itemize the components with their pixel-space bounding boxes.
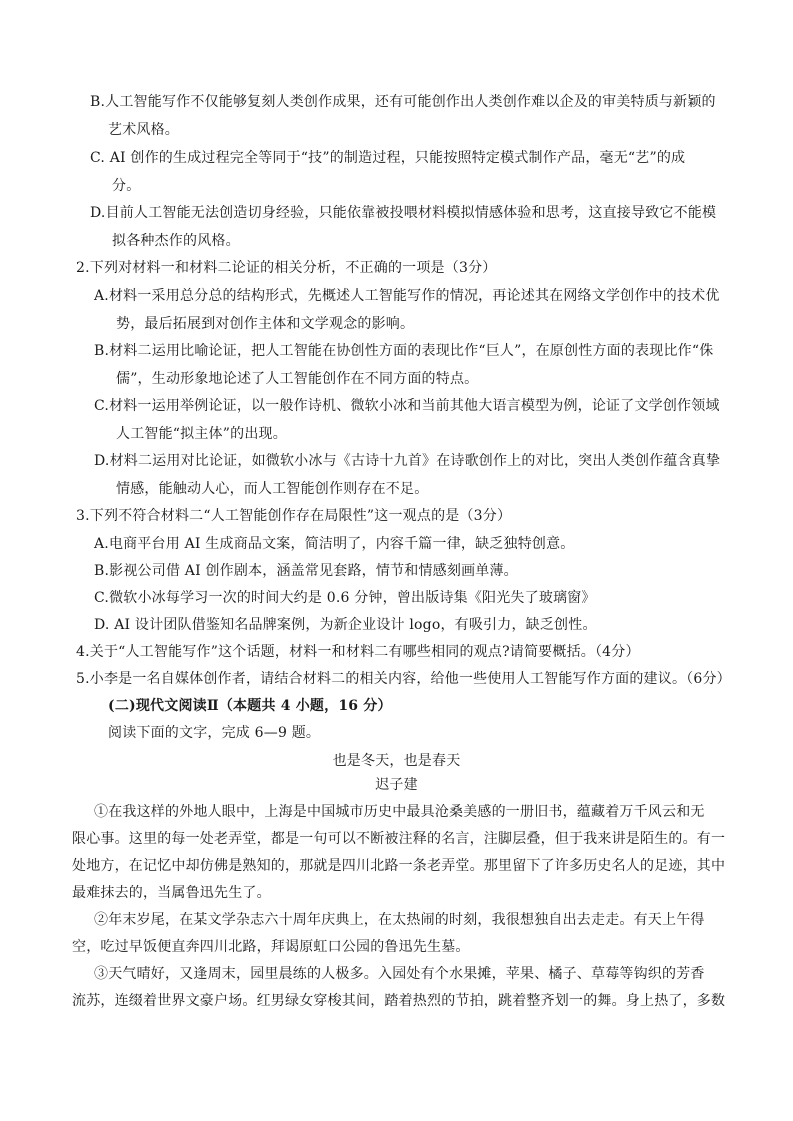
q2-option-d-line1: D.材料二运用对比论证，如微软小冰与《古诗十九首》在诗歌创作上的对比，突出人类创作蕴含真挚 — [94, 453, 721, 469]
article-p1-line2: 限心事。这里的每一处老弄堂，都是一句可以不断被注释的名言，注脚层叠，但于我来讲是陌生的。有一 — [72, 831, 726, 847]
q1-option-d-line1: D.目前人工智能无法创造切身经验，只能依靠被投喂材料模拟情感体验和思考，这直接导致它不能模 — [90, 205, 717, 221]
article-p1-line1: ①在我这样的外地人眼中，上海是中国城市历史中最具沧桑美感的一册旧书，蕴藏着万千风云和无 — [94, 804, 705, 820]
q4-stem: 4.关于“人工智能写作”这个话题，材料一和材料二有哪些相同的观点?请简要概括。（4分） — [76, 644, 640, 660]
section-instruction: 阅读下面的文字，完成 6—9 题。 — [108, 725, 321, 741]
article-p2-line2: 空，吃过早饭便直奔四川北路，拜谒原虹口公园的鲁迅先生墓。 — [72, 939, 470, 955]
q3-stem: 3.下列不符合材料二“人工智能创作存在局限性”这一观点的是（3分） — [76, 508, 512, 524]
q3-option-c: C.微软小冰每学习一次的时间大约是 0.6 分钟，曾出版诗集《阳光失了玻璃窗》 — [94, 590, 596, 606]
section-heading: (二)现代文阅读Ⅱ（本题共 4 小题，16 分） — [108, 698, 392, 714]
q3-option-b: B.影视公司借 AI 创作剧本，涵盖常见套路，情节和情感刻画单薄。 — [94, 563, 518, 579]
q3-option-d: D. AI 设计团队借鉴知名品牌案例，为新企业设计 logo，有吸引力，缺乏创性。 — [94, 617, 597, 633]
q2-stem: 2.下列对材料一和材料二论证的相关分析，不正确的一项是（3分） — [76, 260, 497, 276]
q5-stem: 5.小李是一名自媒体创作者，请结合材料二的相关内容，给他一些使用人工智能写作方面的建议。（6分） — [76, 671, 731, 687]
q1-option-b-line1: B.人工智能写作不仅能够复刻人类创作成果，还有可能创作出人类创作难以企及的审美特质与新颖的 — [90, 94, 716, 110]
q2-option-d-line2: 情感，能触动人心，而人工智能创作则存在不足。 — [116, 481, 429, 497]
q3-option-a: A.电商平台用 AI 生成商品文案，简洁明了，内容千篇一律，缺乏独特创意。 — [94, 536, 575, 552]
q2-option-b-line2: 儒”，生动形象地论述了人工智能创作在不同方面的特点。 — [116, 371, 479, 387]
article-title: 也是冬天，也是春天 — [332, 753, 461, 769]
q1-option-b-line2: 艺术风格。 — [108, 122, 179, 138]
q2-option-a-line2: 势，最后拓展到对创作主体和文学观念的影响。 — [116, 316, 415, 332]
q2-option-a-line1: A.材料一采用总分总的结构形式，先概述人工智能写作的情况，再论述其在网络文学创作中的技术优 — [94, 288, 720, 304]
article-p1-line3: 处地方，在记忆中却仿佛是熟知的，那就是四川北路一条老弄堂。那里留下了许多历史名人的足迹，其中 — [72, 858, 726, 874]
q1-option-d-line2: 拟各种杰作的风格。 — [112, 233, 240, 249]
article-p1-line4: 最难抹去的，当属鲁迅先生了。 — [72, 885, 271, 901]
q2-option-c-line1: C.材料一运用举例论证，以一般作诗机、微软小冰和当前其他大语言模型为例，论证了文学创作领域 — [94, 398, 720, 414]
q1-option-c-line2: 分。 — [112, 178, 141, 194]
q2-option-c-line2: 人工智能“拟主体”的出现。 — [116, 426, 287, 442]
q2-option-b-line1: B.材料二运用比喻论证，把人工智能在协创性方面的表现比作“巨人”，在原创性方面的表现比作“侏 — [94, 343, 714, 359]
q1-option-c-line1: C. AI 创作的生成过程完全等同于“技”的制造过程，只能按照特定模式制作产品，毫无“艺”的成 — [90, 150, 686, 166]
article-p3-line2: 流苏，连缀着世界文豪户场。红男绿女穿梭其间，踏着热烈的节拍，跳着整齐划一的舞。身上热了，多数 — [72, 993, 726, 1009]
article-p2-line1: ②年末岁尾，在某文学杂志六十周年庆典上，在太热闹的时刻，我很想独自出去走走。有天上午得 — [94, 912, 705, 928]
article-author: 迟子建 — [375, 777, 418, 793]
article-p3-line1: ③天气晴好，又逢周末，园里晨练的人极多。入园处有个水果摊，苹果、橘子、草莓等钩织的芳香 — [94, 966, 705, 982]
